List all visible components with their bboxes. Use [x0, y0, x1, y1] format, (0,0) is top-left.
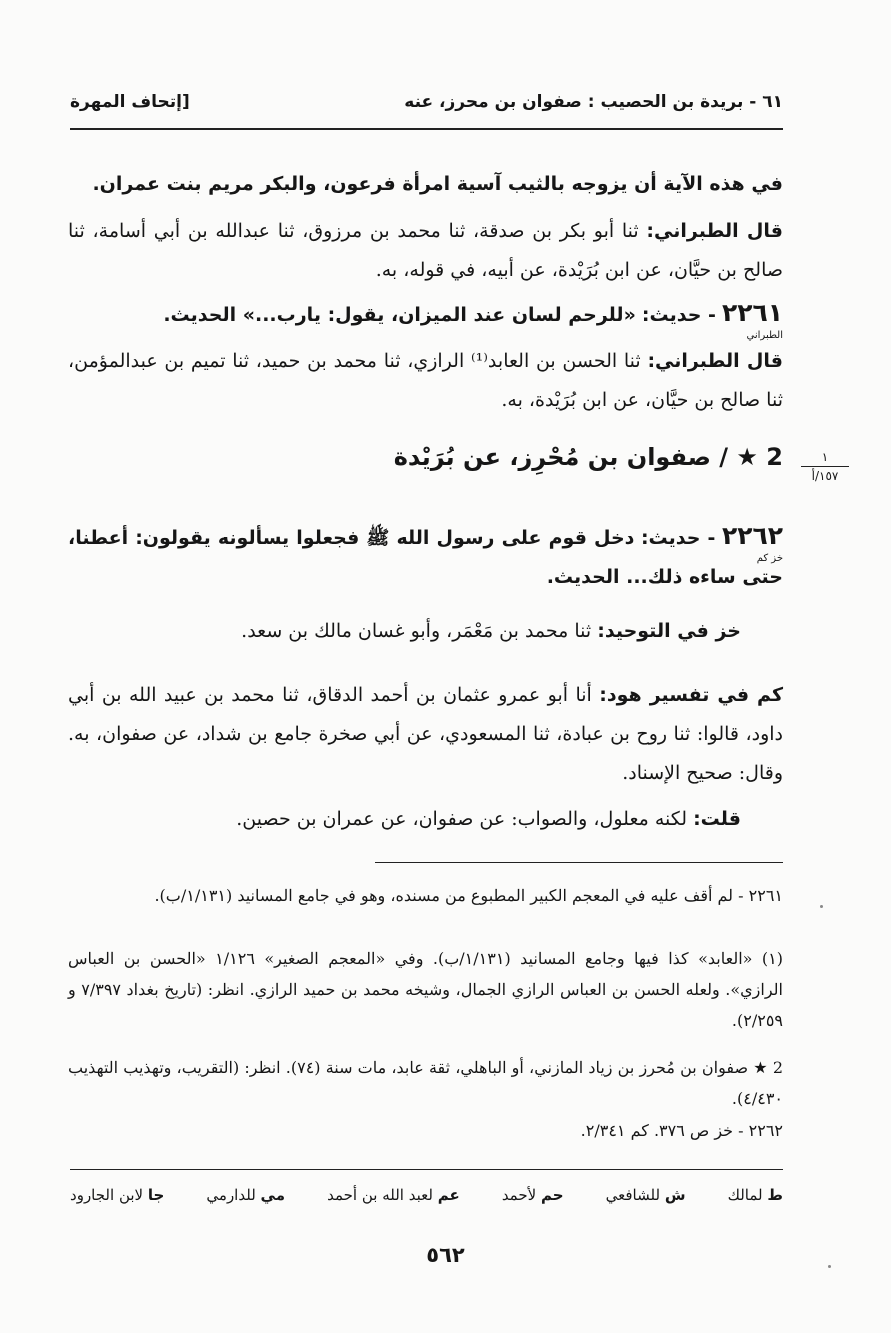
manuscript-folio-note: [795, 450, 855, 483]
header-chapter-title: ٦١ - بريدة بن الحصيب : صفوان بن محرز، عنه: [404, 92, 783, 112]
paragraph-tafsir-hud: [68, 676, 783, 793]
scan-speck: [828, 1265, 831, 1268]
folio-divider: [801, 466, 849, 467]
section-heading: [394, 443, 783, 471]
folio-page: ١٥٧/أ: [811, 469, 839, 483]
abbreviation-legend: [70, 1186, 783, 1204]
legend-item: عم لعبد الله بن أحمد: [327, 1186, 460, 1204]
hadith-2261-siglum: الطبراني: [746, 330, 783, 341]
hadith-2261: [68, 293, 783, 335]
note-text: لكنه معلول، والصواب: عن صفوان، عن عمران بن حصين.: [236, 808, 688, 830]
hadith-text: «للرحم لسان عند الميزان، يقول: يارب...» الحديث.: [163, 304, 636, 326]
chain-lead: خز في التوحيد:: [597, 620, 741, 642]
legend-rule: [70, 1169, 783, 1170]
hadith-2262-siglum: خز كم: [756, 553, 783, 564]
section-title: / صفوان بن مُحْرِز، عن بُرَيْدة: [393, 443, 729, 471]
hadith-number: ٢٢٦٢: [721, 521, 784, 550]
legend-item: مي للدارمي: [206, 1186, 286, 1204]
legend-item: حم لأحمد: [501, 1186, 564, 1204]
chain-text: أنا أبو عمرو عثمان بن أحمد الدقاق، ثنا محمد بن عبيد الله بن أبي داود، قالوا: ثنا روح بن عبادة، ثنا المسعودي، عن أبي صخرة جامع بن شداد، عن صفوان، به. وقال: صحيح الإسناد.: [68, 684, 783, 784]
paragraph-text: في هذه الآية أن يزوجه بالثيب آسية امرأة فرعون، والبكر مريم بنت عمران.: [92, 173, 783, 195]
hadith-lead: - حديث:: [641, 304, 716, 326]
hadith-2262: [68, 516, 783, 597]
paragraph-tabarani-chain-2: [68, 342, 783, 420]
running-header: [70, 82, 783, 122]
legend-item: ش للشافعي: [605, 1186, 686, 1204]
hadith-lead: - حديث:: [640, 527, 716, 549]
footnote-rule: [375, 862, 783, 863]
header-rule: [70, 128, 783, 130]
footnote-2262: ٢٢٦٢ - خز ص ٣٧٦. كم ٢/٣٤١.: [580, 1121, 783, 1140]
chain-lead: قال الطبراني:: [646, 220, 783, 242]
legend-item: ط لمالك: [727, 1186, 783, 1204]
chain-lead: كم في تفسير هود:: [599, 684, 783, 706]
scan-speck: [820, 905, 823, 908]
paragraph-editor-note: [61, 800, 741, 839]
paragraph-tabarani-chain: [68, 212, 783, 290]
hadith-number: ٢٢٦١: [721, 298, 783, 327]
paragraph-verse-comment: [68, 165, 783, 204]
footnote-2261: ٢٢٦١ - لم أقف عليه في المعجم الكبير المطبوع من مسنده، وهو في جامع المسانيد (١/١٣١/ب).: [154, 886, 783, 905]
folio-number: ١: [821, 450, 829, 464]
footnote-1: (١) «العابد» كذا فيها وجامع المسانيد (١/١٣١/ب). وفي «المعجم الصغير» ١/١٢٦ «الحسن بن العباس الرازي». ولعله الحسن بن العباس الرازي الجمال، وشيخه محمد بن حميد الرازي. انظر: (تاريخ بغداد ٧/٣٩٧ و ٢/٢٥٩).: [68, 949, 784, 1030]
footnote-2: 2 ★ صفوان بن مُحرز بن زياد المازني، أو الباهلي، ثقة عابد، مات سنة (٧٤). انظر: (التقريب، وتهذيب التهذيب ٤/٤٣٠).: [68, 1058, 783, 1108]
header-book-title: [إتحاف المهرة: [70, 92, 190, 112]
section-marker: 2 ★: [736, 443, 783, 471]
chain-text: ثنا أبو بكر بن صدقة، ثنا محمد بن مرزوق، ثنا عبدالله بن أبي أسامة، ثنا صالح بن حيَّان، عن ابن بُرَيْدة، عن أبيه، في قوله، به.: [68, 220, 783, 281]
note-lead: قلت:: [693, 808, 741, 830]
legend-item: جا لابن الجارود: [70, 1186, 165, 1204]
chain-text: ثنا محمد بن مَعْمَر، وأبو غسان مالك بن سعد.: [241, 620, 592, 642]
hadith-text: دخل قوم على رسول الله ﷺ فجعلوا يسألونه يقولون: أعطنا، حتى ساءه ذلك... الحديث.: [68, 527, 783, 588]
paragraph-tawhid: [61, 612, 741, 651]
chain-text: ثنا الحسن بن العابد⁽¹⁾ الرازي، ثنا محمد بن حميد، ثنا تميم بن عبدالمؤمن، ثنا صالح بن حيَّان، عن ابن بُرَيْدة، به.: [68, 350, 783, 411]
page-number: ٥٦٢: [426, 1243, 465, 1267]
chain-lead: قال الطبراني:: [647, 350, 783, 372]
